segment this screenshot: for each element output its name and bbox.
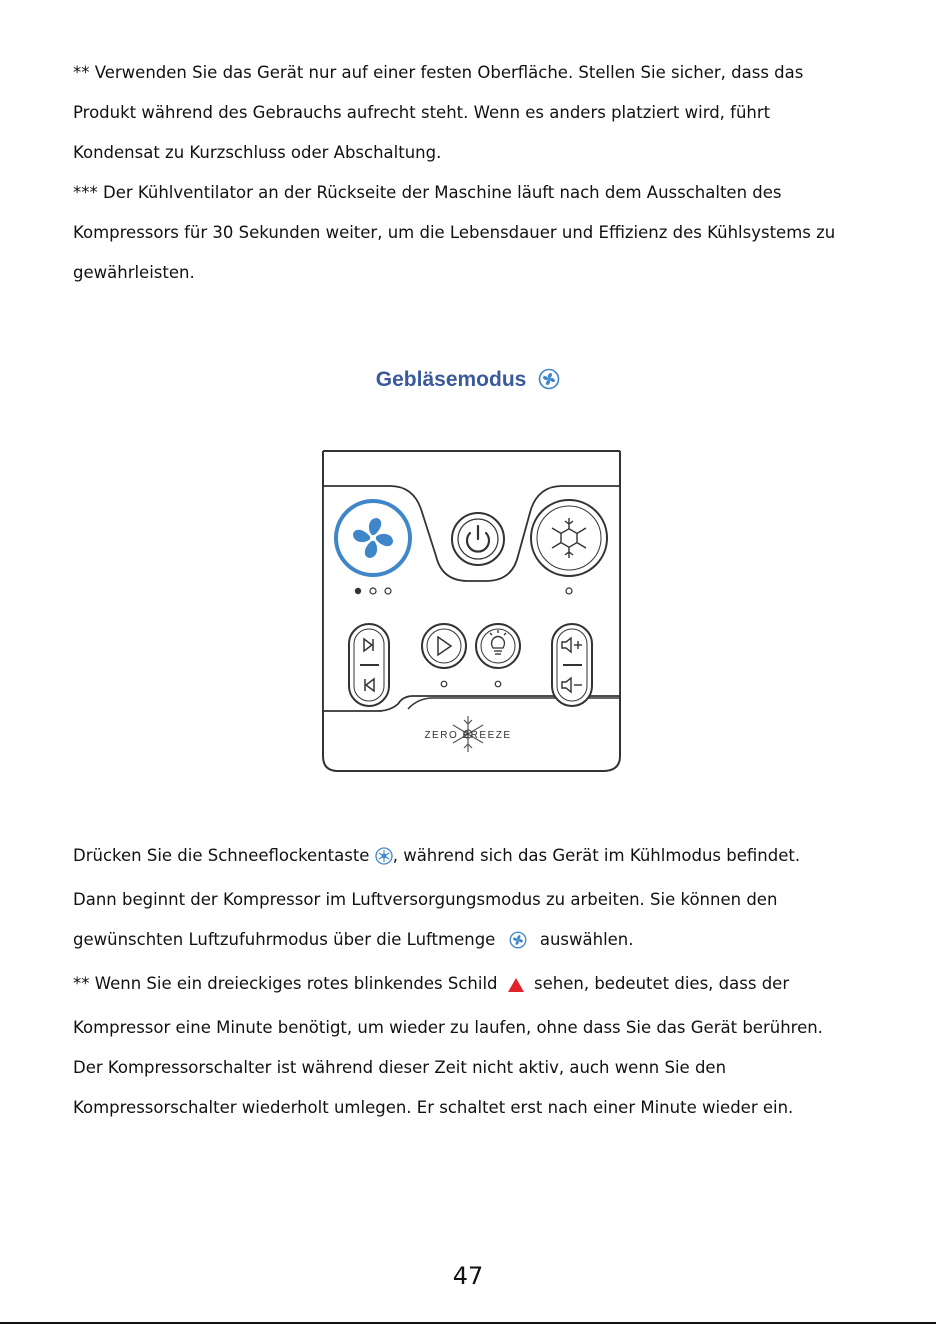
top-notes <box>73 53 883 293</box>
instruction-line: Kompressor eine Minute benötigt, um wieder zu laufen, ohne dass Sie das Gerät berühren. <box>73 1018 823 1037</box>
zero-breeze-logo <box>424 716 511 752</box>
snowflake-button[interactable] <box>531 500 607 576</box>
brand-text: ZERO BREEZE <box>424 730 512 741</box>
note-line: gewährleisten. <box>73 263 195 282</box>
instructions <box>73 836 883 1128</box>
instruction-text: Drücken Sie die Schneeflockentaste <box>73 846 370 865</box>
warning-triangle-icon <box>507 968 525 1008</box>
instruction-line: Kompressorschalter wiederholt umlegen. Er schaltet erst nach einer Minute wieder ein. <box>73 1098 794 1117</box>
note-line: Produkt während des Gebrauchs aufrecht steht. Wenn es anders platziert wird, führt <box>73 103 771 122</box>
page-number: 47 <box>452 1262 484 1290</box>
snowflake-icon <box>375 840 393 880</box>
light-button[interactable] <box>476 624 520 668</box>
instruction-line <box>73 964 883 1008</box>
instruction-text: sehen, bedeutet dies, dass der <box>534 974 790 993</box>
instruction-line <box>73 920 883 964</box>
note-line: Kompressors für 30 Sekunden weiter, um die Lebensdauer und Effizienz des Kühlsystems zu <box>73 223 836 242</box>
play-button[interactable] <box>422 624 466 668</box>
instruction-text: gewünschten Luftzufuhrmodus über die Luftmenge <box>73 930 496 949</box>
instruction-text: , während sich das Gerät im Kühlmodus befindet. <box>392 846 801 865</box>
fan-icon <box>538 368 560 396</box>
instruction-text: ** Wenn Sie ein dreieckiges rotes blinkendes Schild <box>73 974 498 993</box>
note-line: Kondensat zu Kurzschluss oder Abschaltung. <box>73 143 442 162</box>
note-line: ** Verwenden Sie das Gerät nur auf einer festen Oberfläche. Stellen Sie sicher, dass das <box>73 63 804 82</box>
instruction-text: auswählen. <box>539 930 634 949</box>
control-panel-illustration <box>318 446 624 776</box>
section-title <box>0 368 936 396</box>
fan-button[interactable] <box>336 501 410 575</box>
power-button[interactable] <box>452 513 504 565</box>
section-title-text: Gebläsemodus <box>375 368 527 391</box>
volume-buttons[interactable] <box>552 624 592 706</box>
note-line: *** Der Kühlventilator an der Rückseite der Maschine läuft nach dem Ausschalten des <box>73 183 782 202</box>
instruction-line: Der Kompressorschalter ist während dieser Zeit nicht aktiv, auch wenn Sie den <box>73 1058 727 1077</box>
track-buttons[interactable] <box>349 624 389 706</box>
fan-icon <box>509 924 527 964</box>
instruction-line <box>73 836 883 880</box>
instruction-line: Dann beginnt der Kompressor im Luftversorgungsmodus zu arbeiten. Sie können den <box>73 890 778 909</box>
